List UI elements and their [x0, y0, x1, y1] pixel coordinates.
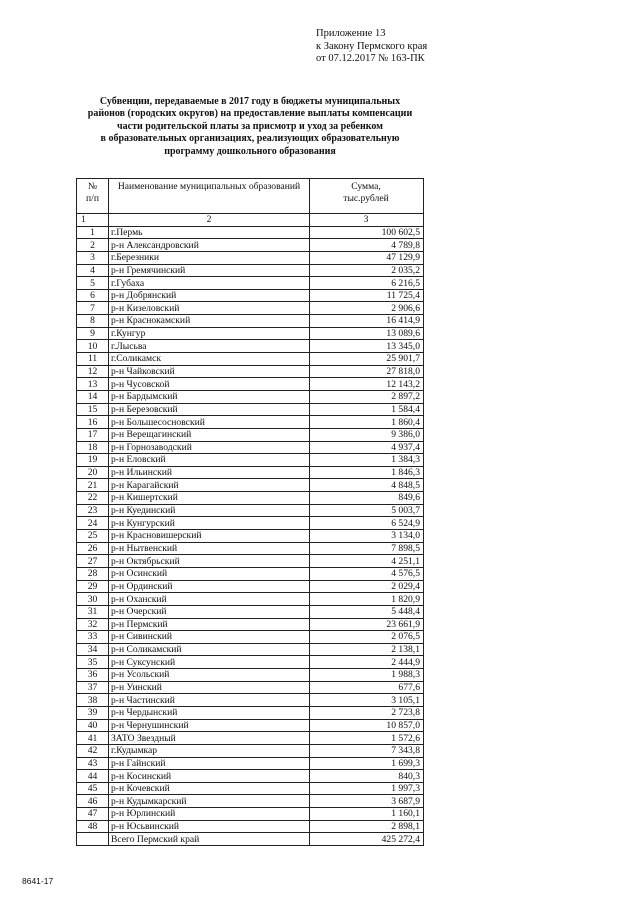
row-number: 24 — [77, 517, 109, 530]
row-sum: 2 897,2 — [310, 390, 424, 403]
table-row — [77, 681, 424, 694]
annex-line-1: Приложение 13 — [316, 28, 386, 39]
row-number: 40 — [77, 719, 109, 732]
table-row — [77, 403, 424, 416]
row-municipality: р-н Кизеловский — [109, 302, 310, 315]
table-row — [77, 694, 424, 707]
row-municipality: р-н Осинский — [109, 567, 310, 580]
row-municipality: р-н Красновишерский — [109, 530, 310, 543]
row-number: 17 — [77, 428, 109, 441]
row-sum: 27 818,0 — [310, 365, 424, 378]
table-row — [77, 454, 424, 467]
row-sum: 5 003,7 — [310, 504, 424, 517]
row-sum: 2 444,9 — [310, 656, 424, 669]
annex-block — [316, 28, 516, 66]
row-number: 26 — [77, 542, 109, 555]
table-row — [77, 466, 424, 479]
total-label: Всего Пермский край — [109, 833, 310, 846]
header-num: № п/п — [77, 179, 109, 214]
row-number: 23 — [77, 504, 109, 517]
row-number: 6 — [77, 289, 109, 302]
row-municipality: р-н Пермский — [109, 618, 310, 631]
table-row — [77, 340, 424, 353]
title-line-1: Субвенции, передаваемые в 2017 году в бюджеты муниципальных — [99, 96, 401, 107]
row-number: 11 — [77, 353, 109, 366]
row-sum: 100 602,5 — [310, 226, 424, 239]
table-row — [77, 365, 424, 378]
row-number: 27 — [77, 555, 109, 568]
row-sum: 2 029,4 — [310, 580, 424, 593]
title-line-4: в образовательных организациях, реализующих образовательную — [100, 133, 400, 145]
row-municipality: р-н Бардымский — [109, 390, 310, 403]
row-municipality: р-н Большесосновский — [109, 416, 310, 429]
row-sum: 1 846,3 — [310, 466, 424, 479]
row-number: 20 — [77, 466, 109, 479]
row-number: 48 — [77, 820, 109, 833]
subsidy-table — [76, 178, 424, 846]
table-row — [77, 302, 424, 315]
row-number: 42 — [77, 744, 109, 757]
row-sum: 47 129,9 — [310, 251, 424, 264]
table-row — [77, 277, 424, 290]
row-sum: 7 343,8 — [310, 744, 424, 757]
row-number: 21 — [77, 479, 109, 492]
index-cell: 1 — [77, 214, 109, 227]
row-sum: 16 414,9 — [310, 315, 424, 328]
table-row — [77, 353, 424, 366]
row-sum: 1 997,3 — [310, 782, 424, 795]
row-municipality: р-н Верещагинский — [109, 428, 310, 441]
row-number: 33 — [77, 631, 109, 644]
row-sum: 1 584,4 — [310, 403, 424, 416]
row-sum: 9 386,0 — [310, 428, 424, 441]
row-municipality: г.Пермь — [109, 226, 310, 239]
table-row — [77, 479, 424, 492]
row-sum: 7 898,5 — [310, 542, 424, 555]
row-number: 12 — [77, 365, 109, 378]
row-sum: 5 448,4 — [310, 605, 424, 618]
row-number: 7 — [77, 302, 109, 315]
row-municipality: р-н Александровский — [109, 239, 310, 252]
row-municipality: р-н Краснокамский — [109, 315, 310, 328]
row-municipality: р-н Суксунский — [109, 656, 310, 669]
row-municipality: р-н Оханский — [109, 593, 310, 606]
row-municipality: ЗАТО Звездный — [109, 732, 310, 745]
row-municipality: р-н Гремячинский — [109, 264, 310, 277]
row-number: 16 — [77, 416, 109, 429]
table-row — [77, 757, 424, 770]
total-value: 425 272,4 — [310, 833, 424, 846]
table-row — [77, 656, 424, 669]
table-row — [77, 820, 424, 833]
row-municipality: р-н Кудымкарский — [109, 795, 310, 808]
row-municipality: р-н Чернушинский — [109, 719, 310, 732]
row-number: 35 — [77, 656, 109, 669]
row-sum: 6 524,9 — [310, 517, 424, 530]
row-number: 14 — [77, 390, 109, 403]
row-sum: 1 384,3 — [310, 454, 424, 467]
row-sum: 1 699,3 — [310, 757, 424, 770]
row-municipality: г.Кудымкар — [109, 744, 310, 757]
table-row — [77, 631, 424, 644]
index-cell: 3 — [310, 214, 424, 227]
table-row — [77, 593, 424, 606]
table-row — [77, 390, 424, 403]
total-empty-cell — [77, 833, 109, 846]
row-municipality: р-н Чайковский — [109, 365, 310, 378]
row-number: 1 — [77, 226, 109, 239]
row-sum: 1 860,4 — [310, 416, 424, 429]
table-row — [77, 428, 424, 441]
table-row — [77, 795, 424, 808]
row-municipality: р-н Частинский — [109, 694, 310, 707]
table-row — [77, 643, 424, 656]
row-number: 34 — [77, 643, 109, 656]
table-row — [77, 706, 424, 719]
row-sum: 1 988,3 — [310, 669, 424, 682]
row-municipality: р-н Уинский — [109, 681, 310, 694]
row-number: 18 — [77, 441, 109, 454]
row-number: 36 — [77, 669, 109, 682]
row-municipality: р-н Чусовской — [109, 378, 310, 391]
row-sum: 3 687,9 — [310, 795, 424, 808]
table-row — [77, 744, 424, 757]
row-municipality: р-н Еловский — [109, 454, 310, 467]
row-number: 29 — [77, 580, 109, 593]
table-row — [77, 542, 424, 555]
row-sum: 11 725,4 — [310, 289, 424, 302]
row-municipality: р-н Кишертский — [109, 492, 310, 505]
row-sum: 12 143,2 — [310, 378, 424, 391]
row-sum: 4 251,1 — [310, 555, 424, 568]
table-row — [77, 719, 424, 732]
row-number: 4 — [77, 264, 109, 277]
row-number: 47 — [77, 808, 109, 821]
document-code: 8641-17 — [22, 876, 54, 886]
document-title — [60, 96, 440, 158]
row-number: 28 — [77, 567, 109, 580]
row-sum: 2 076,5 — [310, 631, 424, 644]
row-number: 5 — [77, 277, 109, 290]
table-row — [77, 605, 424, 618]
row-number: 32 — [77, 618, 109, 631]
table-row — [77, 618, 424, 631]
row-sum: 25 901,7 — [310, 353, 424, 366]
table-row — [77, 264, 424, 277]
row-number: 9 — [77, 327, 109, 340]
table-row — [77, 226, 424, 239]
row-sum: 3 105,1 — [310, 694, 424, 707]
row-sum: 2 138,1 — [310, 643, 424, 656]
annex-line-2: к Закону Пермского края — [316, 40, 428, 52]
row-sum: 23 661,9 — [310, 618, 424, 631]
row-municipality: р-н Кочевский — [109, 782, 310, 795]
table-row — [77, 580, 424, 593]
row-municipality: р-н Горнозаводский — [109, 441, 310, 454]
row-sum: 4 937,4 — [310, 441, 424, 454]
table-row — [77, 782, 424, 795]
row-sum: 2 723,8 — [310, 706, 424, 719]
table-row — [77, 732, 424, 745]
row-municipality: р-н Ильинский — [109, 466, 310, 479]
table-row — [77, 251, 424, 264]
row-sum: 10 857,0 — [310, 719, 424, 732]
row-municipality: р-н Юрлинский — [109, 808, 310, 821]
row-municipality: р-н Ординский — [109, 580, 310, 593]
table-row — [77, 517, 424, 530]
row-municipality: р-н Соликамский — [109, 643, 310, 656]
row-number: 44 — [77, 770, 109, 783]
row-municipality: г.Губаха — [109, 277, 310, 290]
row-number: 19 — [77, 454, 109, 467]
row-number: 39 — [77, 706, 109, 719]
row-municipality: р-н Чердынский — [109, 706, 310, 719]
row-municipality: р-н Гайнский — [109, 757, 310, 770]
table-row — [77, 555, 424, 568]
table-row — [77, 327, 424, 340]
row-number: 30 — [77, 593, 109, 606]
table-row — [77, 770, 424, 783]
row-sum: 1 820,9 — [310, 593, 424, 606]
column-index-row — [77, 214, 424, 227]
row-municipality: р-н Добрянский — [109, 289, 310, 302]
row-municipality: р-н Кунгурский — [109, 517, 310, 530]
total-row — [77, 833, 424, 846]
row-number: 2 — [77, 239, 109, 252]
row-sum: 6 216,5 — [310, 277, 424, 290]
row-number: 10 — [77, 340, 109, 353]
row-sum: 849,6 — [310, 492, 424, 505]
row-municipality: г.Соликамск — [109, 353, 310, 366]
row-sum: 4 576,5 — [310, 567, 424, 580]
row-municipality: р-н Юсьвинский — [109, 820, 310, 833]
table-row — [77, 315, 424, 328]
table-row — [77, 567, 424, 580]
row-municipality: р-н Усольский — [109, 669, 310, 682]
table-row — [77, 492, 424, 505]
row-municipality: г.Березники — [109, 251, 310, 264]
row-number: 22 — [77, 492, 109, 505]
row-municipality: р-н Сивинский — [109, 631, 310, 644]
row-sum: 4 789,8 — [310, 239, 424, 252]
header-sum: Сумма, тыс.рублей — [310, 179, 424, 214]
table-row — [77, 441, 424, 454]
table-row — [77, 289, 424, 302]
index-cell: 2 — [109, 214, 310, 227]
row-sum: 13 089,6 — [310, 327, 424, 340]
row-sum: 2 906,6 — [310, 302, 424, 315]
row-sum: 2 898,1 — [310, 820, 424, 833]
row-number: 43 — [77, 757, 109, 770]
row-sum: 4 848,5 — [310, 479, 424, 492]
row-municipality: р-н Косинский — [109, 770, 310, 783]
row-number: 25 — [77, 530, 109, 543]
row-municipality: р-н Березовский — [109, 403, 310, 416]
table-row — [77, 378, 424, 391]
row-number: 15 — [77, 403, 109, 416]
row-number: 13 — [77, 378, 109, 391]
table-row — [77, 416, 424, 429]
annex-line-3: от 07.12.2017 № 163-ПК — [316, 53, 425, 64]
row-municipality: г.Кунгур — [109, 327, 310, 340]
row-sum: 1 572,6 — [310, 732, 424, 745]
row-number: 31 — [77, 605, 109, 618]
row-municipality: р-н Нытвенский — [109, 542, 310, 555]
row-number: 8 — [77, 315, 109, 328]
row-number: 38 — [77, 694, 109, 707]
row-sum: 13 345,0 — [310, 340, 424, 353]
row-number: 45 — [77, 782, 109, 795]
row-number: 3 — [77, 251, 109, 264]
table-header-row — [77, 179, 424, 214]
row-sum: 3 134,0 — [310, 530, 424, 543]
title-line-5: программу дошкольного образования — [164, 145, 336, 157]
row-municipality: р-н Октябрьский — [109, 555, 310, 568]
row-sum: 840,3 — [310, 770, 424, 783]
table-row — [77, 530, 424, 543]
table-row — [77, 669, 424, 682]
table-row — [77, 504, 424, 517]
row-sum: 677,6 — [310, 681, 424, 694]
row-municipality: р-н Куединский — [109, 504, 310, 517]
row-municipality: р-н Карагайский — [109, 479, 310, 492]
row-number: 37 — [77, 681, 109, 694]
row-number: 46 — [77, 795, 109, 808]
row-sum: 2 035,2 — [310, 264, 424, 277]
row-number: 41 — [77, 732, 109, 745]
title-line-3: части родительской платы за присмотр и уход за ребенком — [117, 120, 383, 132]
table-row — [77, 239, 424, 252]
row-municipality: г.Лысьва — [109, 340, 310, 353]
row-municipality: р-н Очерский — [109, 605, 310, 618]
title-line-2: районов (городских округов) на предоставление выплаты компенсации — [87, 108, 413, 120]
header-name: Наименование муниципальных образований — [109, 179, 310, 214]
table-row — [77, 808, 424, 821]
row-sum: 1 160,1 — [310, 808, 424, 821]
